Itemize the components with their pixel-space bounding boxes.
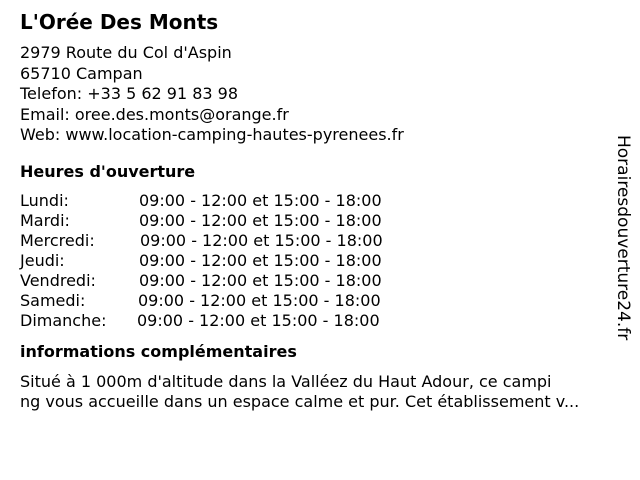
hours-row-friday	[20, 271, 610, 291]
hours-row-sunday	[20, 311, 610, 331]
hours-value-tuesday: 09:00 - 12:00 et 15:00 - 18:00	[139, 211, 382, 230]
email-address: Email: oree.des.monts@orange.fr	[20, 104, 289, 124]
hours-row-tuesday	[20, 211, 610, 231]
hours-row-monday	[20, 191, 610, 211]
day-label-sunday: Dimanche:	[20, 311, 107, 330]
hours-value-wednesday: 09:00 - 12:00 et 15:00 - 18:00	[140, 231, 383, 250]
website-address: Web: www.location-camping-hautes-pyrenees.fr	[20, 125, 404, 144]
site-watermark: Horairesdouverture24.fr	[613, 135, 633, 341]
info-text-line-2: ng vous accueille dans un espace calme et pur. Cet établissement v...	[20, 392, 580, 411]
hours-value-saturday: 09:00 - 12:00 et 15:00 - 18:00	[138, 291, 381, 310]
day-label-saturday: Samedi:	[20, 291, 86, 310]
hours-value-friday: 09:00 - 12:00 et 15:00 - 18:00	[139, 271, 382, 290]
info-text-line-1: Situé à 1 000m d'altitude dans la Valléez du Haut Adour, ce campi	[20, 372, 552, 391]
day-label-friday: Vendredi:	[20, 271, 96, 290]
address-street: 2979 Route du Col d'Aspin	[20, 43, 232, 62]
hours-row-wednesday	[20, 231, 610, 251]
hours-value-thursday: 09:00 - 12:00 et 15:00 - 18:00	[139, 251, 382, 270]
day-label-tuesday: Mardi:	[20, 211, 70, 230]
place-name: L'Orée Des Monts	[20, 10, 219, 34]
opening-hours-heading: Heures d'ouverture	[20, 162, 196, 181]
hours-value-monday: 09:00 - 12:00 et 15:00 - 18:00	[139, 191, 382, 210]
day-label-thursday: Jeudi:	[20, 251, 65, 270]
opening-hours-table	[20, 191, 610, 331]
additional-info-text	[20, 372, 610, 412]
phone-number: Telefon: +33 5 62 91 83 98	[20, 84, 239, 103]
hours-row-thursday	[20, 251, 610, 271]
day-label-monday: Lundi:	[20, 191, 69, 210]
address-block	[20, 44, 610, 144]
additional-info-heading: informations complémentaires	[20, 342, 297, 361]
day-label-wednesday: Mercredi:	[20, 231, 95, 250]
address-city: 65710 Campan	[20, 63, 143, 83]
card-content	[20, 8, 610, 412]
hours-value-sunday: 09:00 - 12:00 et 15:00 - 18:00	[137, 311, 380, 330]
hours-row-saturday	[20, 291, 610, 311]
